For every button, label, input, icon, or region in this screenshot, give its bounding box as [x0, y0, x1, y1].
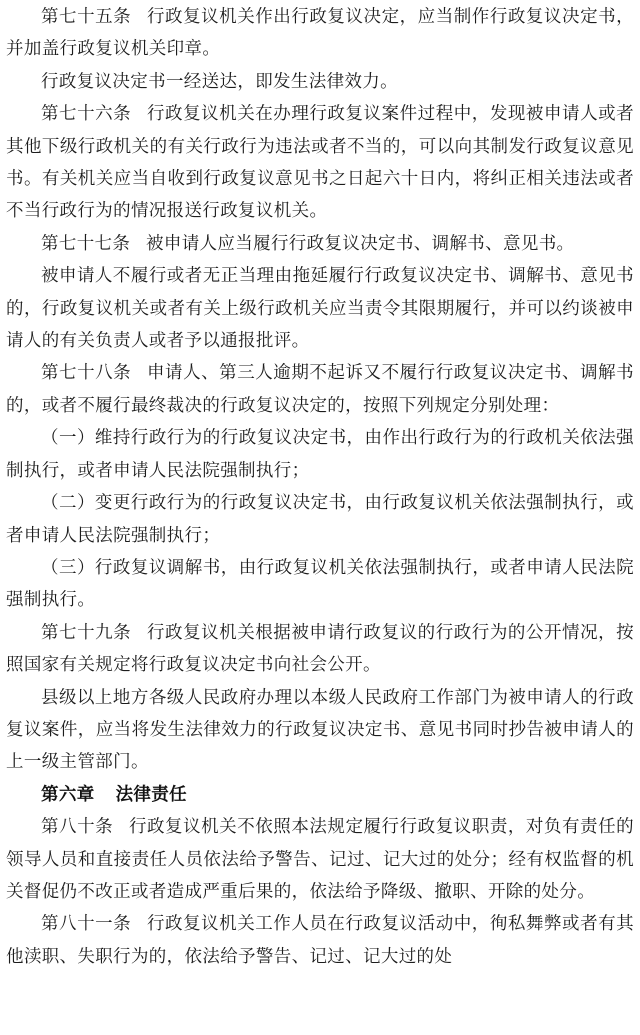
list-item: （一）维持行政行为的行政复议决定书，由作出行政行为的行政机关依法强制执行，或者申请人民法院强制执行； [6, 428, 634, 481]
article-number: 第七十七条 [41, 233, 131, 254]
article-76 [6, 98, 634, 228]
article-77 [6, 228, 634, 260]
article-78 [6, 357, 634, 422]
article-text: 行政复议机关根据被申请行政复议的行政行为的公开情况，按照国家有关规定将行政复议决定书向社会公开。 [6, 622, 635, 676]
article-79 [6, 617, 634, 682]
article-text: 申请人、第三人逾期不起诉又不履行行政复议决定书、调解书的，或者不履行最终裁决的行政复议决定的，按照下列规定分别处理： [6, 363, 635, 416]
article-number: 第八十一条 [41, 914, 132, 935]
article-text: 行政复议机关作出行政复议决定，应当制作行政复议决定书，并加盖行政复议机关印章。 [6, 7, 635, 60]
article-text: 行政复议机关工作人员在行政复议活动中，徇私舞弊或者有其他渎职、失职行为的，依法给予警告、记过、记大过的处 [6, 914, 635, 967]
list-item: （二）变更行政行为的行政复议决定书，由行政复议机关依法强制执行，或者申请人民法院强制执行； [6, 493, 634, 546]
article-number: 第七十九条 [41, 622, 132, 643]
paragraph: 行政复议决定书一经送达，即发生法律效力。 [41, 71, 398, 92]
article-text: 行政复议机关在办理行政复议案件过程中，发现被申请人或者其他下级行政机关的有关行政行为违法或者不当的，可以向其制发行政复议意见书。有关机关应当自收到行政复议意见书之日起六十日内，将纠正相关违法或者不当行政行为的情况报送行政复议机关。 [6, 104, 635, 222]
list-item: （三）行政复议调解书，由行政复议机关依法强制执行，或者申请人民法院强制执行。 [6, 557, 634, 611]
paragraph: 县级以上地方各级人民政府办理以本级人民政府工作部门为被申请人的行政复议案件，应当将发生法律效力的行政复议决定书、意见书同时抄告被申请人的上一级主管部门。 [6, 687, 634, 773]
article-number: 第七十八条 [41, 363, 132, 384]
chapter-heading [6, 779, 634, 811]
article-75 [6, 1, 634, 66]
article-number: 第七十六条 [41, 104, 132, 125]
article-text: 行政复议机关不依照本法规定履行行政复议职责，对负有责任的领导人员和直接责任人员依法给予警告、记过、记大过的处分；经有权监督的机关督促仍不改正或者造成严重后果的，依法给予降级、撤职、开除的处分。 [6, 817, 634, 902]
article-number: 第八十条 [41, 817, 114, 838]
article-text: 被申请人应当履行行政复议决定书、调解书、意见书。 [146, 233, 575, 254]
chapter-title: 法律责任 [115, 784, 187, 805]
article-81 [6, 908, 634, 973]
article-number: 第七十五条 [41, 7, 132, 27]
paragraph: 被申请人不履行或者无正当理由拖延履行行政复议决定书、调解书、意见书的，行政复议机关或者有关上级行政机关应当责令其限期履行，并可以约谈被申请人的有关负责人或者予以通报批评。 [6, 266, 634, 352]
article-80 [6, 811, 634, 908]
chapter-number: 第六章 [41, 784, 95, 805]
